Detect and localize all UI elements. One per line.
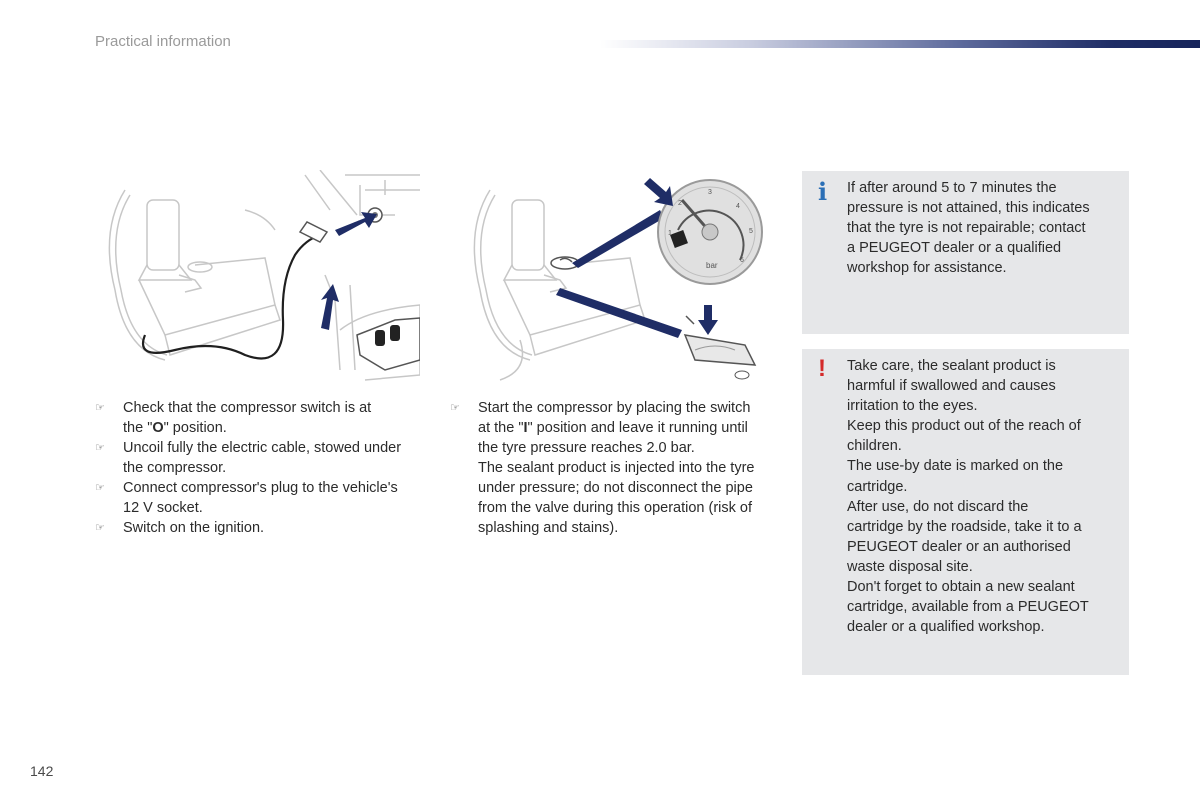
step-text-line: the "O" position. [123, 420, 227, 436]
info-text-line: If after around 5 to 7 minutes the [847, 180, 1057, 196]
step-text-line: Switch on the ignition. [123, 520, 265, 536]
info-text-line: pressure is not attained, this indicates [847, 200, 1090, 217]
compressor-socket-illustration [95, 170, 420, 390]
header-accent-bar [600, 40, 1200, 48]
list-item [95, 438, 425, 478]
hand-pointer-icon: ☞ [450, 402, 460, 414]
warning-text [847, 356, 1117, 637]
warning-text-line: The use-by date is marked on the [847, 458, 1064, 475]
warning-text-line: dealer or a qualified workshop. [847, 619, 1045, 636]
info-icon: i [818, 177, 828, 206]
step-text-line: splashing and stains). [478, 520, 619, 536]
list-item [95, 518, 425, 538]
warning-text-line: cartridge, available from a PEUGEOT [847, 599, 1089, 616]
list-item [95, 478, 425, 518]
info-text [847, 178, 1117, 278]
info-text-line: a PEUGEOT dealer or a qualified [847, 240, 1062, 257]
step-text-line: The sealant product is injected into the tyre [478, 460, 755, 476]
info-box [802, 171, 1129, 334]
warning-box [802, 349, 1129, 675]
warning-text-line: Keep this product out of the reach of [847, 418, 1081, 435]
step-text-line: from the valve during this operation (risk of [478, 500, 753, 516]
gauge-tick-6: 6 [740, 257, 744, 264]
left-steps-list [95, 398, 425, 538]
warning-text-line: After use, do not discard the [847, 498, 1029, 515]
section-title: Practical information [95, 33, 231, 50]
info-text-line: that the tyre is not repairable; contact [847, 220, 1086, 237]
warning-text-line: children. [847, 438, 902, 455]
gauge-unit-label: bar [706, 261, 718, 270]
step-text-line: Start the compressor by placing the switch [478, 400, 751, 416]
step-text-line: at the "I" position and leave it running until [478, 420, 748, 436]
gauge-tick-2: 2 [678, 200, 682, 207]
step-text-line: Connect compressor's plug to the vehicle's [123, 480, 398, 496]
hand-pointer-icon: ☞ [95, 482, 105, 494]
step-text-line: the compressor. [123, 460, 227, 476]
step-text-line: 12 V socket. [123, 500, 203, 516]
gauge-tick-3: 3 [708, 189, 712, 196]
warning-text-line: cartridge. [847, 478, 908, 495]
warning-text-line: harmful if swallowed and causes [847, 378, 1056, 395]
list-item [450, 398, 780, 538]
info-text-line: workshop for assistance. [847, 260, 1007, 277]
hand-pointer-icon: ☞ [95, 402, 105, 414]
warning-icon: ! [818, 355, 826, 382]
step-text-line: under pressure; do not disconnect the pipe [478, 480, 753, 496]
warning-text-line: waste disposal site. [847, 558, 973, 575]
gauge-tick-1: 1 [668, 230, 672, 237]
warning-text-line: Take care, the sealant product is [847, 358, 1056, 374]
warning-text-line: cartridge by the roadside, take it to a [847, 518, 1082, 535]
middle-steps-list [450, 398, 780, 538]
warning-text-line: irritation to the eyes. [847, 398, 978, 415]
hand-pointer-icon: ☞ [95, 442, 105, 454]
gauge-tick-4: 4 [736, 203, 740, 210]
warning-text-line: Don't forget to obtain a new sealant [847, 579, 1075, 596]
step-text-line: the tyre pressure reaches 2.0 bar. [478, 440, 695, 456]
step-text-line: Uncoil fully the electric cable, stowed under [123, 440, 402, 456]
hand-pointer-icon: ☞ [95, 522, 105, 534]
list-item [95, 398, 425, 438]
gauge-tick-5: 5 [749, 228, 753, 235]
compressor-gauge-illustration [460, 170, 780, 390]
page-number: 142 [30, 763, 54, 779]
step-text-line: Check that the compressor switch is at [123, 400, 372, 416]
warning-text-line: PEUGEOT dealer or an authorised [847, 538, 1071, 555]
